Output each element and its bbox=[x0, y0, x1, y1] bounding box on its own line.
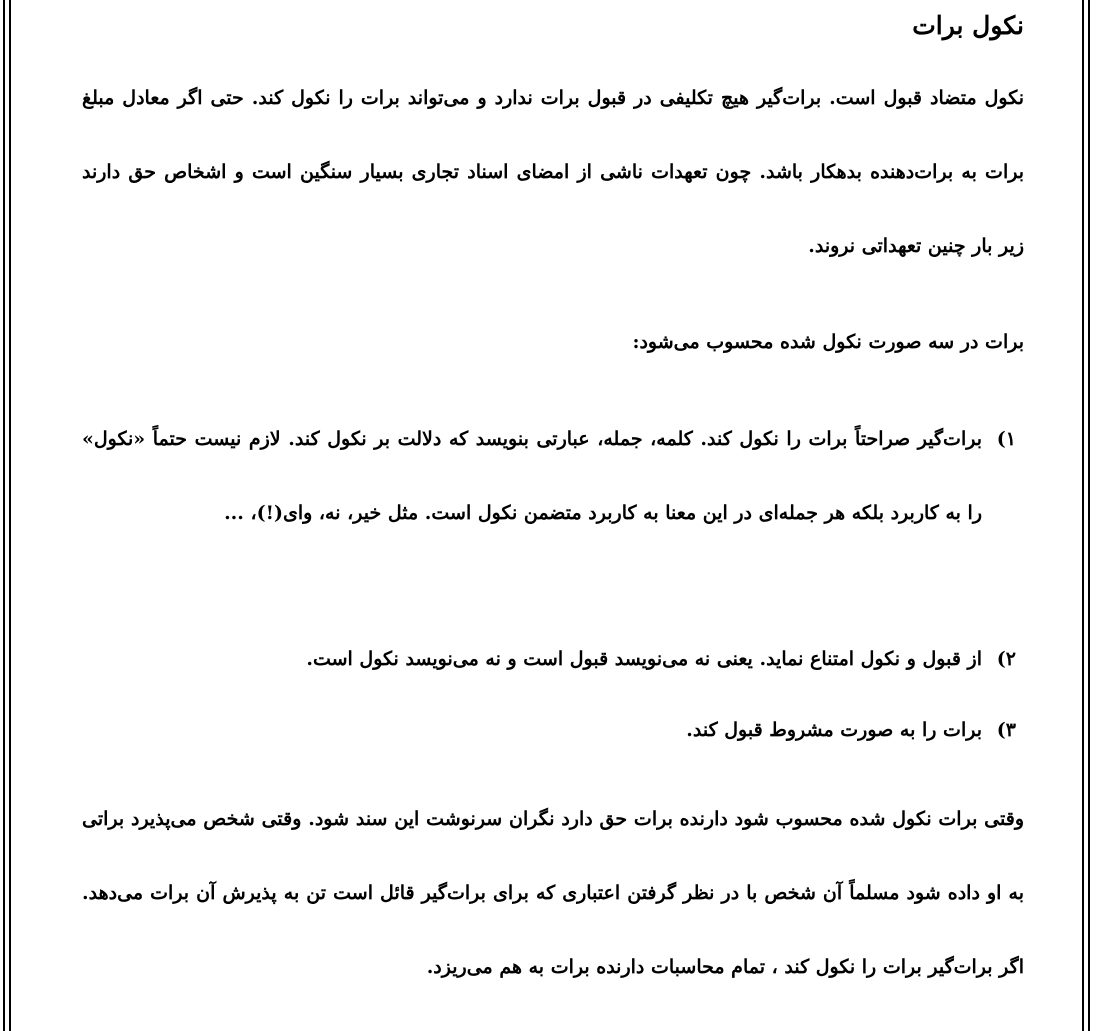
right-border-inner bbox=[1082, 0, 1084, 1031]
list-item-number: ۱) bbox=[996, 428, 1016, 450]
list-item-text: از قبول و نکول امتناع نماید. یعنی نه می‌نویسد قبول است و نه می‌نویسد نکول است. bbox=[306, 648, 982, 670]
list-item-number: ۳) bbox=[996, 719, 1016, 741]
right-border-outer bbox=[1088, 0, 1090, 1031]
left-border-inner bbox=[9, 0, 11, 1031]
paragraph-list-intro: برات در سه صورت نکول شده محسوب می‌شود: bbox=[632, 331, 1024, 353]
paragraph-conclusion: وقتی برات نکول شده محسوب شود دارنده برات حق دارد نگران سرنوشت این سند شود. وقتی شخص می‌پذیرد براتی به او داده شود مسلماً آن شخص با در نظر گرفتن اعتباری که برای برات‌گیر قائل است تن به پذیرش آن برات می‌دهد. اگر برات‌گیر برات را نکول کند ، تمام محاسبات دارنده برات به هم می‌ریزد. bbox=[82, 808, 1025, 978]
left-border-outer bbox=[3, 0, 5, 1031]
list-item bbox=[82, 402, 1024, 550]
list-item-text: برات‌گیر صراحتاً برات را نکول کند. کلمه، جمله، عبارتی بنویسد که دلالت بر نکول کند. لازم نیست حتماً «نکول» را به کاربرد بلکه هر جمله‌ای در این معنا به کاربرد متضمن نکول است. مثل خیر، نه، وای(!)، ... bbox=[82, 428, 982, 524]
list-item-number: ۲) bbox=[996, 648, 1016, 670]
section-heading: نکول برات bbox=[912, 11, 1024, 40]
list-item-text: برات را به صورت مشروط قبول کند. bbox=[686, 719, 982, 741]
paragraph-intro: نکول متضاد قبول است. برات‌گیر هیچ تکلیفی در قبول برات ندارد و می‌تواند برات را نکول کند. حتی اگر معادل مبلغ برات به برات‌دهنده بدهکار باشد. چون تعهدات ناشی از امضای اسناد تجاری بسیار سنگین است و اشخاص حق دارند زیر بار چنین تعهداتی نروند. bbox=[82, 87, 1024, 257]
list-item bbox=[82, 622, 1024, 696]
list-item bbox=[82, 693, 1024, 767]
